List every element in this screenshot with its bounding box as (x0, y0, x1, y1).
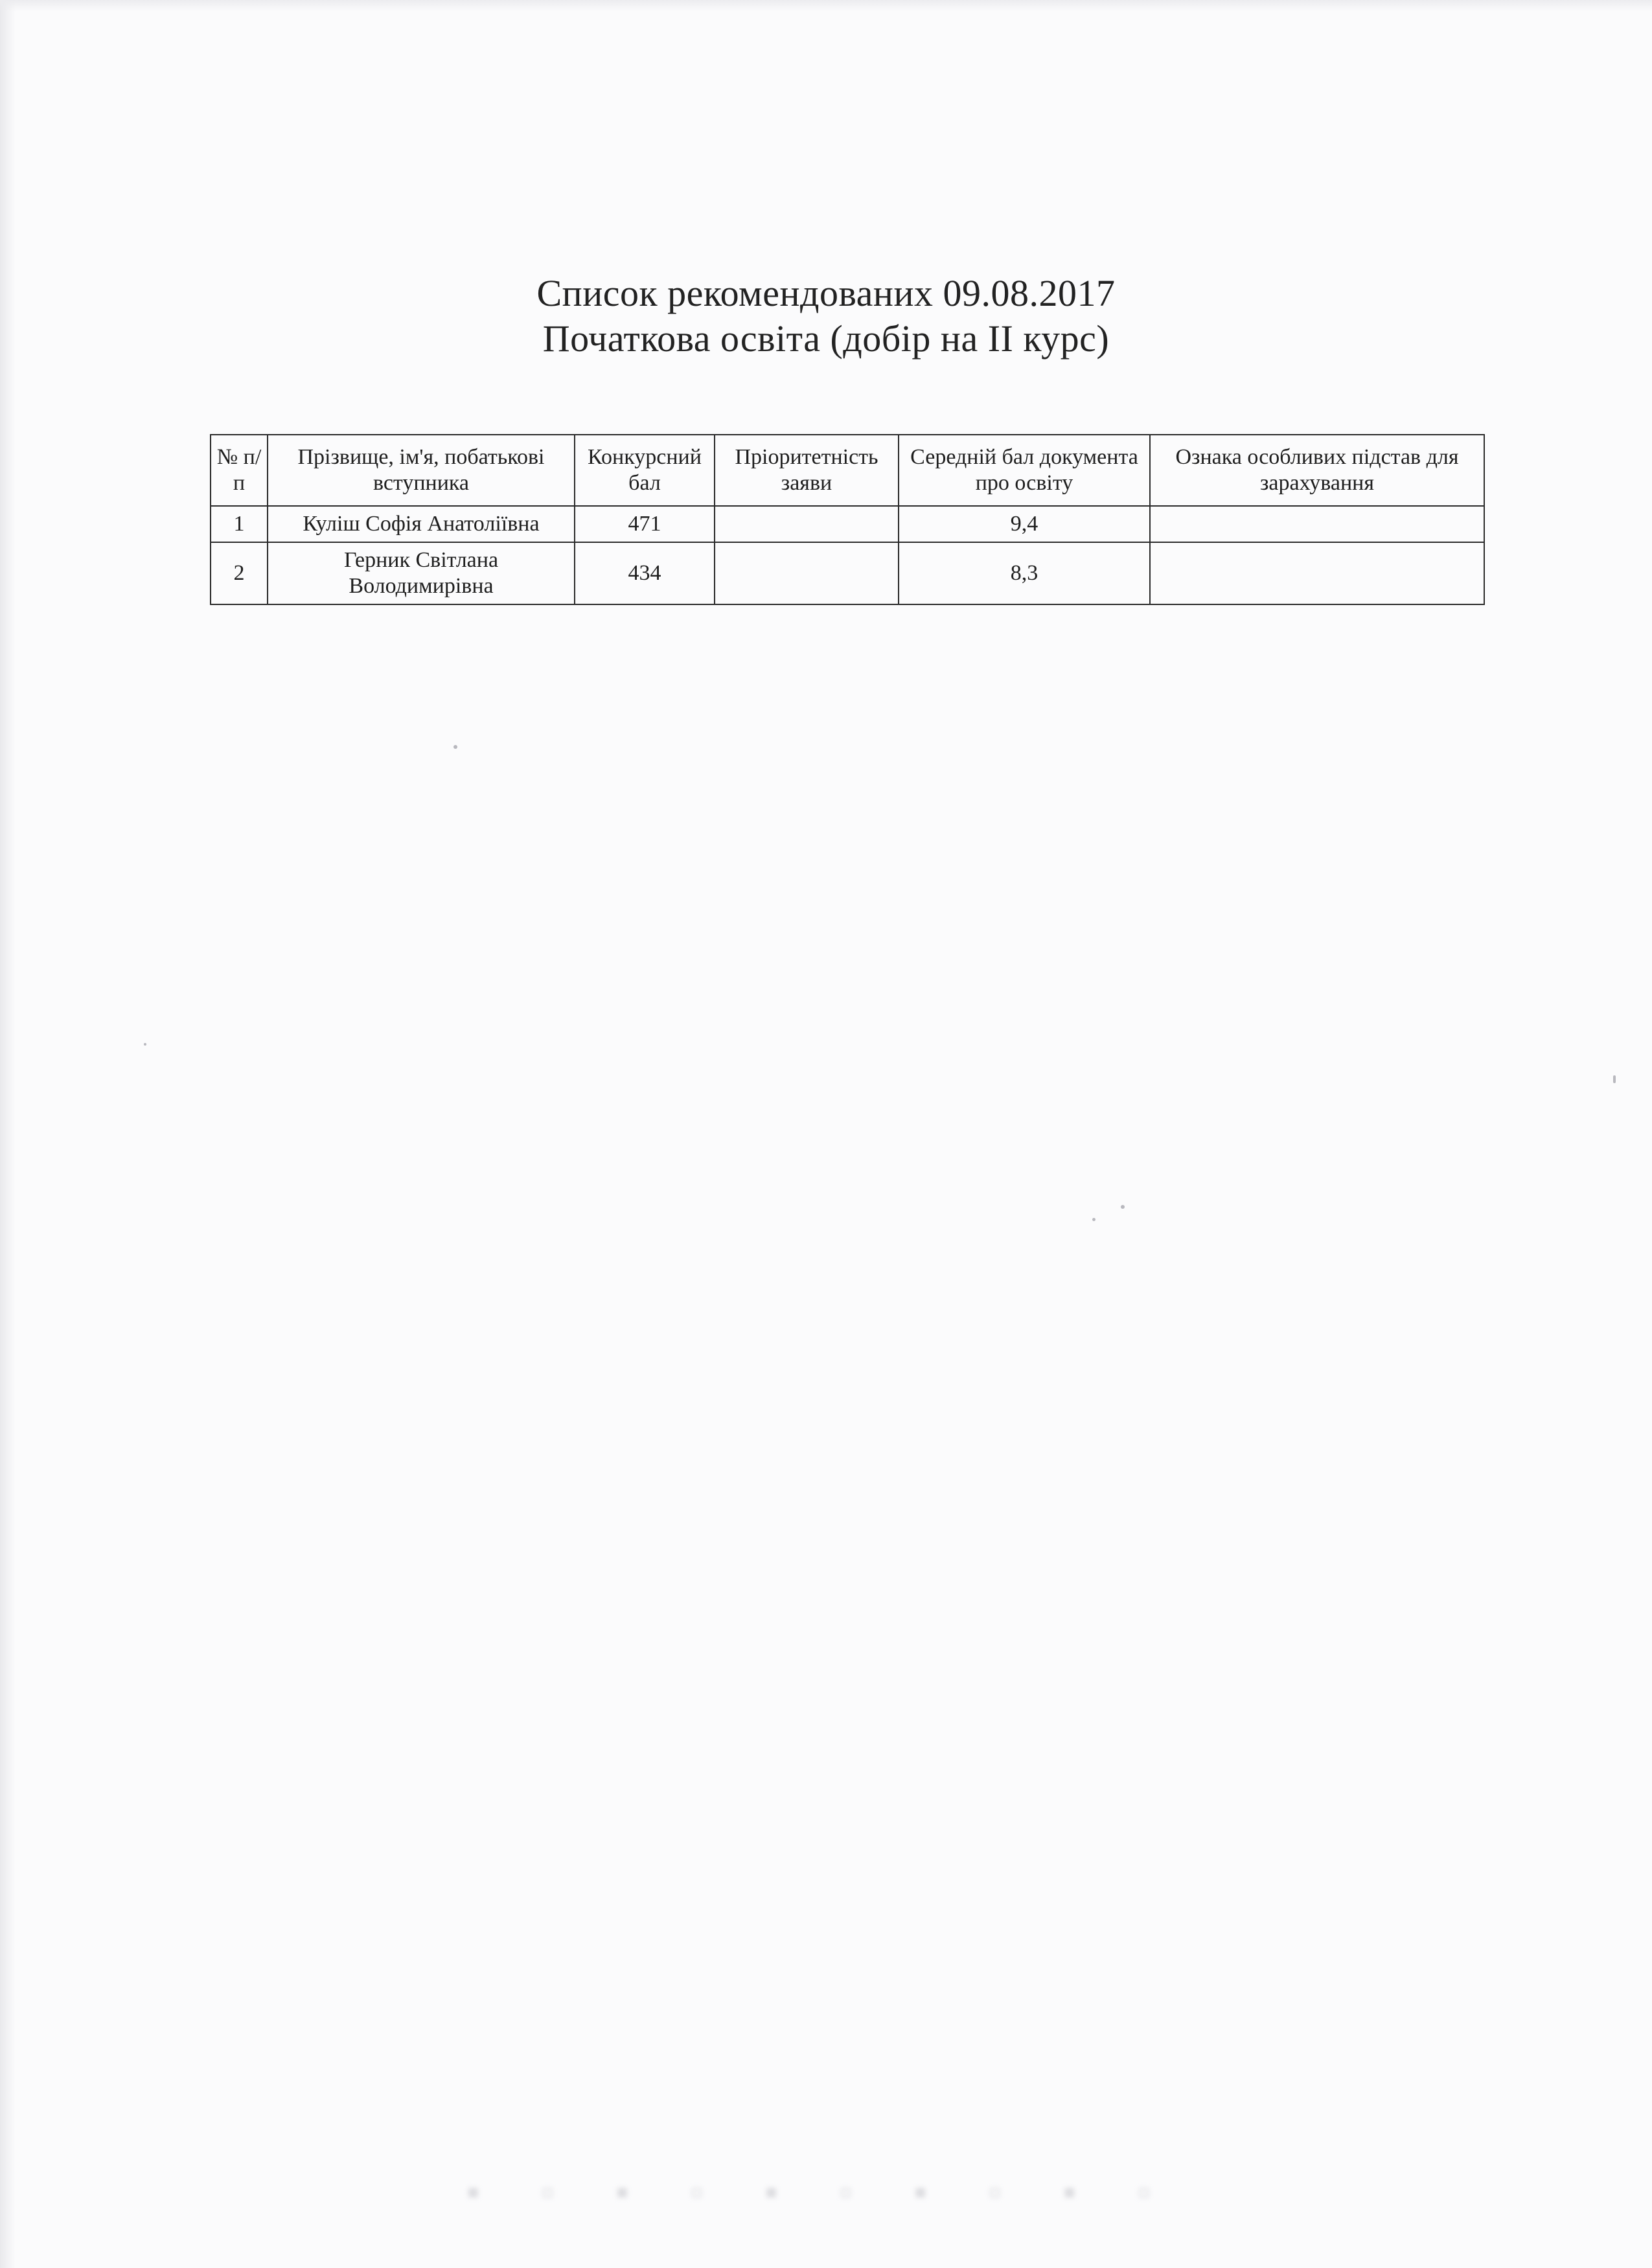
competitive-score: 434 (575, 542, 715, 604)
table-header-row (211, 435, 1484, 506)
scan-speck (1092, 1218, 1096, 1221)
competitive-score: 471 (575, 506, 715, 542)
applicant-name: Куліш Софія Анатоліївна (268, 506, 575, 542)
header-number: № п/п (211, 435, 268, 506)
table-row (211, 506, 1484, 542)
row-number: 1 (211, 506, 268, 542)
scan-edge-shadow-top (0, 0, 1652, 12)
applicant-name: Герник Світлана Володимирівна (268, 542, 575, 604)
scan-speck (144, 1043, 146, 1046)
document-title (0, 271, 1652, 361)
scan-speck (1121, 1205, 1125, 1209)
faded-bleed-through-marks: ▪ ▫ ▪ ▫ ▪ ▫ ▪ ▫ ▪ ▫ (466, 2171, 1177, 2213)
priority-cell (715, 542, 899, 604)
average-score: 8,3 (899, 542, 1150, 604)
header-full-name: Прізвище, ім'я, побатькові вступника (268, 435, 575, 506)
table-row (211, 542, 1484, 604)
special-grounds-cell (1150, 542, 1484, 604)
average-score: 9,4 (899, 506, 1150, 542)
title-line-2: Початкова освіта (добір на ІІ курс) (542, 317, 1110, 360)
header-priority: Пріоритетність заяви (715, 435, 899, 506)
row-number: 2 (211, 542, 268, 604)
scan-speck (1613, 1075, 1616, 1083)
priority-cell (715, 506, 899, 542)
special-grounds-cell (1150, 506, 1484, 542)
header-competitive-score: Конкурсний бал (575, 435, 715, 506)
scan-speck (453, 745, 457, 749)
header-special-grounds: Ознака особливих підстав для зарахування (1150, 435, 1484, 506)
recommended-list-table (210, 434, 1485, 605)
title-line-1: Список рекомендованих 09.08.2017 (536, 272, 1116, 314)
header-average-score: Середній бал документа про освіту (899, 435, 1150, 506)
